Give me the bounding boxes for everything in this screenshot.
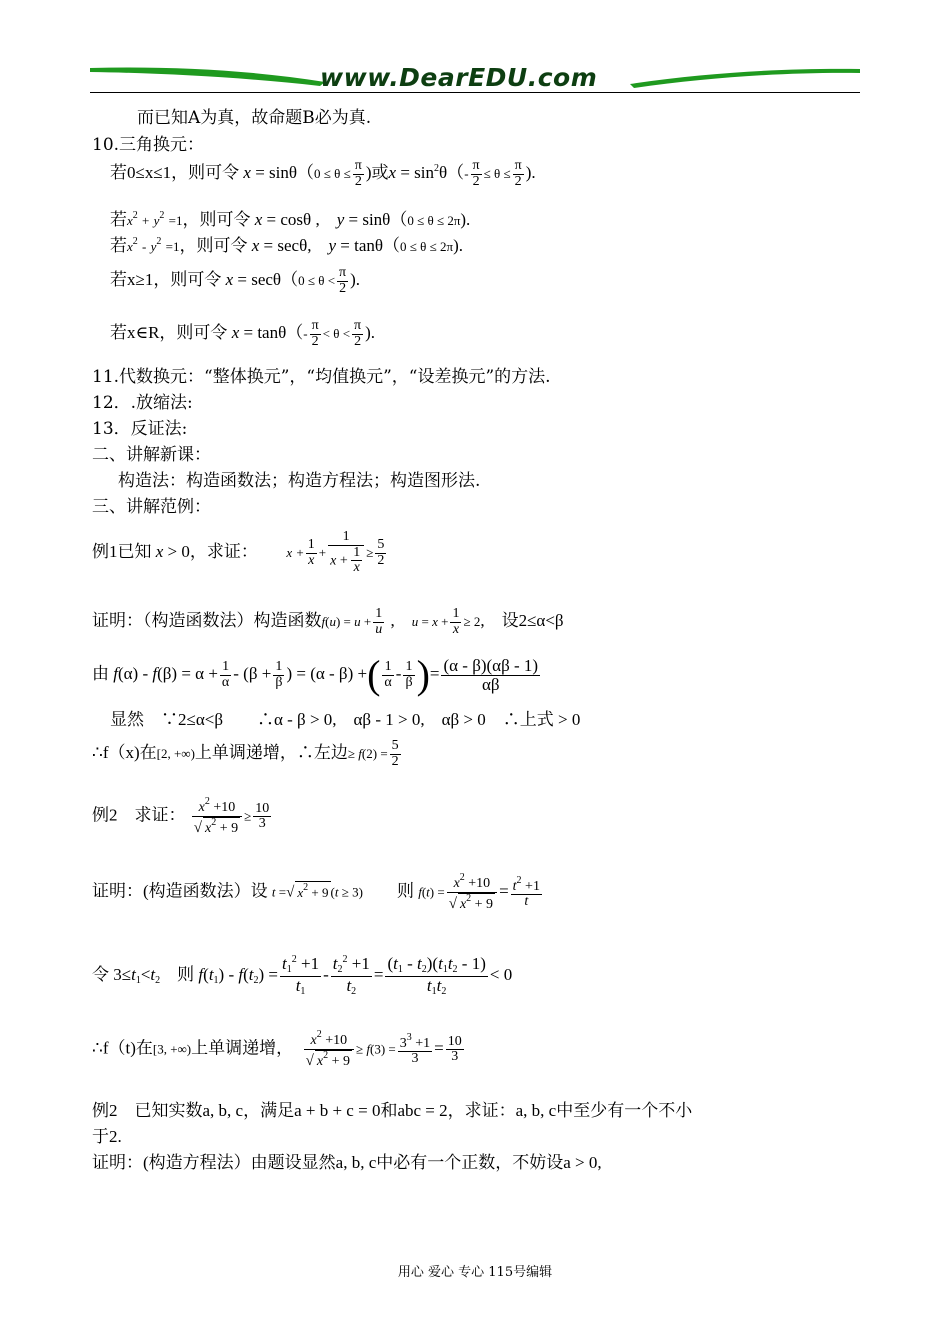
trig-sub-1: 若0≤x≤1，则可令 x = sinθ（0 ≤ θ ≤ $\frac{\pi}{2}$ )或$x = \sin^2\theta(-$ $\frac{\pi}{2}$ ≤ θ ≤ $\frac{\pi}{2}$ ). — [110, 157, 536, 189]
proof-2-difference: 令 $3\le t_1<t_2$ 则 $f(t_1) - f(t_2)$ = $\frac{t_1^2 +1}{t_1}$ - $\frac{t_2^2 +1}{t_2}$ = $\frac{(t_1 - t_2)(t_1t_2 - 1)}{t_1t_2}$ < 0 — [92, 954, 513, 997]
trig-sub-3: 若$x^2 - y^2 =1$，则可令 x = secθ, y = tanθ（0 ≤ θ ≤ 2π). — [110, 236, 464, 255]
proof-3: 证明：(构造方程法）由题设显然a, b, c中必有一个正数，不妨设a > 0, — [92, 1153, 602, 1172]
trig-sub-5: 若x∈R，则可令 x = tanθ（- $\frac{\pi}{2}$ < θ < $\frac{\pi}{2}$ ). — [110, 317, 376, 349]
line-construction-methods: 构造法：构造函数法；构造方程法；构造图形法. — [118, 471, 481, 491]
proof-1-difference: 由 f(α) - f(β) = α + $\frac{1}{\alpha}$ - (β + $\frac{1}{\beta}$ ) = (α - β) +( $\frac{1}{\alpha}$ - $\frac{1}{\beta}$ )= $\frac{(\alpha - \beta)(\alpha\beta - 1)}{\alpha\beta}$ — [92, 652, 539, 697]
example-3-line-2: 于2. — [92, 1127, 122, 1146]
page-footer: 用心 爱心 专心 115号编辑 — [397, 1265, 553, 1280]
example-1: 例1已知 x > 0，求证： x + $\frac{1}{x}$ + 1 x + $\frac{1}{x}$ ≥ $\frac{5}{2}$ — [92, 529, 385, 576]
heading-trig-substitution: 10.三角换元： — [92, 135, 205, 155]
example-3-line-1: 例2 已知实数a, b, c，满足a + b + c = 0和abc = 2，求证：a, b, c中至少有一个不小 — [92, 1101, 693, 1120]
proof-1-obvious: 显然 ∵2≤α<β ∴α - β > 0, αβ - 1 > 0, αβ > 0 ∴上式 > 0 — [110, 710, 581, 729]
proof-2-construct: 证明：(构造函数法）设 t =√ $x^2 + 9$ (t ≥ 3) 则 f(t) = $\frac{x^2 +10}{√ x^2 + 9}$ = $\frac{t^2 +1}{t}$ — [92, 872, 540, 912]
header-divider — [90, 92, 860, 93]
line-scaling-method: 12．.放缩法: — [92, 393, 193, 413]
line-contradiction: 13．反证法: — [92, 419, 188, 439]
example-2: 例2 求证： $\frac{x^2 +10}{√ x^2 + 9}$ ≥ $\frac{10}{3}$ — [92, 796, 270, 836]
proof-2-monotonic: ∴f（t)在[3, +∞)上单调递增， $\frac{x^2 +10}{√ x^2 + 9}$ ≥ f(3) = $\frac{3^3 +1}{3}$ = $\frac{10}{3}$ — [92, 1029, 462, 1069]
proof-1-monotonic: ∴f（x)在[2, +∞)上单调递增，∴左边≥ f(2) = $\frac{5}{2}$ — [92, 737, 399, 769]
section-new-lesson: 二、讲解新课： — [92, 445, 211, 465]
trig-sub-4: 若x≥1，则可令 x = secθ（0 ≤ θ < $\frac{\pi}{2}$ ). — [110, 264, 361, 296]
site-logo: www.DearEDU.com — [320, 63, 598, 92]
line-algebraic-substitution: 11.代数换元：“整体换元”，“均值换元”，“设差换元”的方法. — [92, 367, 551, 387]
trig-sub-2: 若$x^2 + y^2 =1$，则可令 x = cosθ , y = sinθ（0 ≤ θ ≤ 2π). — [110, 210, 471, 229]
section-examples: 三、讲解范例： — [92, 497, 211, 517]
line-conclusion: 而已知A为真，故命题B必为真. — [137, 108, 372, 128]
proof-1-construct: 证明：（构造函数法）构造函数f(u) = u + $\frac{1}{u}$ , u = x + $\frac{1}{x}$ ≥ 2, 设2≤α<β — [92, 605, 564, 637]
